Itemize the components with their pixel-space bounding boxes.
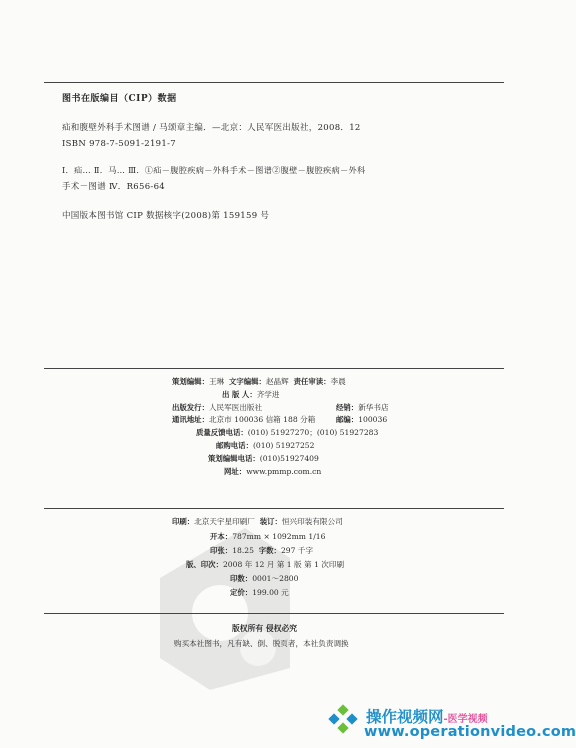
print-run: 0001～2800	[252, 574, 299, 583]
issuer-row	[172, 404, 262, 412]
cip-title: 图书在版编目（CIP）数据	[62, 94, 177, 104]
postcode: 100036	[358, 415, 388, 424]
planning-phone-row	[208, 455, 319, 463]
cip-line-4: 手术－图谱 Ⅳ．R656-64	[62, 182, 166, 192]
website: www.pmmp.com.cn	[246, 467, 322, 476]
replacement-notice: 购买本社图书，凡有缺、倒、脱页者，本社负责调换	[174, 639, 349, 648]
planner-label: 策划编辑：	[172, 377, 209, 386]
print-run-row	[230, 575, 298, 583]
copyright-notice: 版权所有 侵权必究	[232, 624, 298, 633]
distributor: 新华书店	[358, 403, 389, 412]
watermark-seal	[150, 518, 300, 693]
website-row	[224, 468, 321, 476]
medical-cross-icon	[330, 706, 356, 732]
staff-row	[172, 378, 346, 386]
logo-title: 操作视频网	[366, 708, 444, 726]
logo-subtitle: -医学视频	[443, 714, 488, 725]
section-rule-2	[44, 508, 504, 509]
address-row	[172, 416, 315, 424]
mail-order-row	[216, 442, 314, 450]
quality-phone: (010) 51927270；(010) 51927283	[247, 428, 379, 437]
format: 787mm × 1092mm 1/16	[232, 532, 326, 541]
printer: 北京天宇星印刷厂	[194, 517, 255, 526]
price-label: 定价：	[230, 588, 253, 597]
printer-label: 印刷：	[172, 517, 195, 526]
site-logo[interactable]	[330, 704, 576, 744]
edition: 2008 年 12 月 第 1 版 第 1 次印刷	[222, 560, 345, 569]
postcode-label: 邮编：	[336, 415, 359, 424]
planning-phone-label: 策划编辑电话：	[208, 454, 260, 463]
publisher-label: 出 版 人：	[222, 390, 257, 399]
reviewer: 李晨	[330, 377, 346, 386]
price-row	[230, 589, 289, 597]
publisher: 齐学进	[256, 390, 280, 399]
sheets-label: 印张：	[210, 546, 233, 555]
mail-order-label: 邮购电话：	[216, 441, 253, 450]
words-label: 字数：	[258, 546, 281, 555]
address: 北京市 100036 信箱 188 分箱	[208, 415, 316, 424]
quality-phone-row	[196, 429, 378, 437]
planner: 王琳	[208, 377, 225, 386]
cip-line-3: Ⅰ．疝… Ⅱ．马… Ⅲ．①疝－腹腔疾病－外科手术－图谱②腹壁－腹腔疾病－外科	[62, 165, 366, 175]
print-run-label: 印数：	[230, 574, 253, 583]
planning-phone: (010)51927409	[259, 454, 319, 463]
distributor-label: 经销：	[336, 403, 359, 412]
top-rule	[44, 82, 504, 83]
postcode-row	[336, 416, 387, 424]
logo-url[interactable]: www.operationvideo.com	[364, 724, 576, 740]
binder-label: 装订：	[259, 517, 282, 526]
section-rule-3	[44, 613, 504, 614]
publisher-row	[222, 391, 280, 399]
binder: 恒兴印装有限公司	[281, 517, 343, 526]
sheets: 18.25	[232, 546, 254, 555]
words: 297 千字	[280, 546, 314, 555]
website-label: 网址：	[224, 467, 247, 476]
cip-line-5: 中国版本图书馆 CIP 数据核字(2008)第 159159 号	[62, 211, 270, 221]
issuer-label: 出版发行：	[172, 403, 209, 412]
sheets-row	[210, 547, 313, 555]
price: 199.00 元	[252, 588, 289, 597]
text-editor: 赵晶辉	[265, 377, 289, 386]
section-rule-1	[44, 368, 504, 369]
format-row	[210, 533, 325, 541]
printer-row	[172, 518, 343, 526]
issuer: 人民军医出版社	[208, 403, 263, 412]
format-label: 开本：	[210, 532, 233, 541]
edition-label: 版、印次：	[186, 560, 223, 569]
text-editor-label: 文字编辑：	[228, 377, 266, 386]
address-label: 通讯地址：	[172, 415, 209, 424]
mail-order: (010) 51927252	[252, 441, 315, 450]
quality-phone-label: 质量反馈电话：	[196, 428, 248, 437]
cip-line-1: 疝和腹壁外科手术图谱 / 马颂章主编．—北京：人民军医出版社，2008．12	[62, 123, 361, 133]
distributor-row	[336, 404, 389, 412]
cip-line-2: ISBN 978-7-5091-2191-7	[62, 139, 176, 149]
edition-row	[186, 561, 344, 569]
reviewer-label: 责任审读：	[293, 377, 331, 386]
